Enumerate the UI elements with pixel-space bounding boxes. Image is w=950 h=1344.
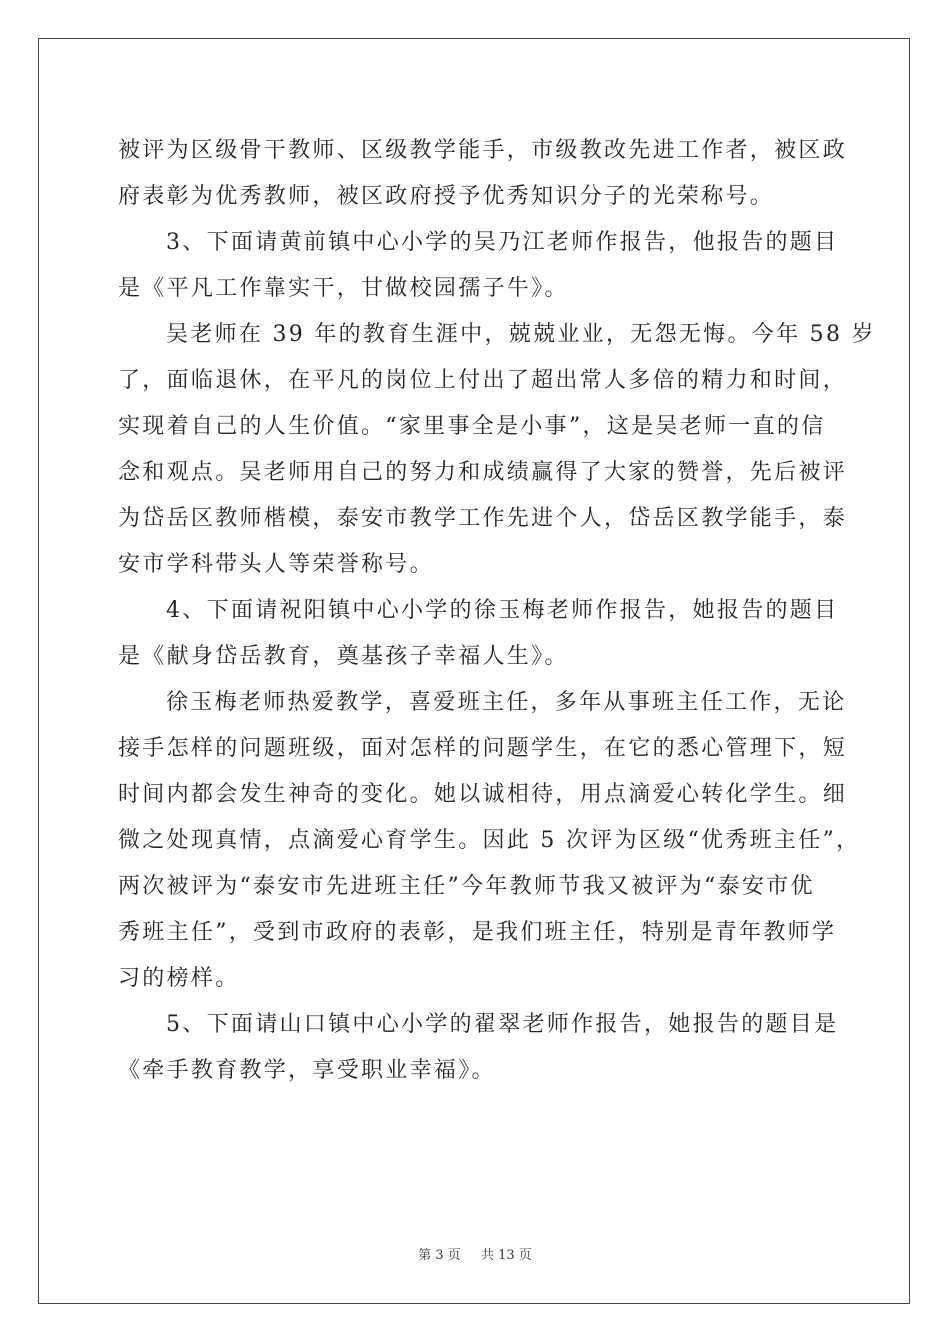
text-line: 徐玉梅老师热爱教学，喜爱班主任，多年从事班主任工作，无论	[166, 690, 847, 715]
text-line: 被评为区级骨干教师、区级教学能手，市级教改先进工作者，被区政	[118, 138, 848, 163]
paragraph	[118, 312, 876, 588]
text-line: 了，面临退休，在平凡的岗位上付出了超出常人多倍的精力和时间，	[118, 368, 848, 393]
text-line: 接手怎样的问题班级，面对怎样的问题学生，在它的悉心管理下，短	[118, 736, 848, 761]
text-line: 微之处现真情，点滴爱心育学生。因此 5 次评为区级“优秀班主任”，	[118, 828, 861, 853]
paragraph	[118, 1002, 838, 1094]
text-line: 秀班主任”，受到市政府的表彰，是我们班主任，特别是青年教师学	[118, 920, 837, 945]
page-footer	[0, 1244, 950, 1263]
text-line: 时间内都会发生神奇的变化。她以诚相待，用点滴爱心转化学生。细	[118, 782, 848, 807]
text-line: 两次被评为“泰安市先进班主任”今年教师节我又被评为“泰安市优	[118, 874, 815, 899]
page-total: 共 13 页	[480, 1248, 532, 1263]
paragraph	[118, 128, 848, 220]
text-line: 府表彰为优秀教师，被区政府授予优秀知识分子的光荣称号。	[118, 184, 775, 209]
text-line: 习的榜样。	[118, 966, 240, 991]
text-line: 为岱岳区教师楷模，泰安市教学工作先进个人，岱岳区教学能手，泰	[118, 506, 848, 531]
text-line: 念和观点。吴老师用自己的努力和成绩赢得了大家的赞誉，先后被评	[118, 460, 848, 485]
text-line: 实现着自己的人生价值。“家里事全是小事”，这是吴老师一直的信	[118, 414, 826, 439]
text-line: 4、下面请祝阳镇中心小学的徐玉梅老师作报告，她报告的题目	[166, 598, 839, 623]
paragraph	[118, 220, 838, 312]
text-line: 吴老师在 39 年的教育生涯中，兢兢业业，无怨无悔。今年 58 岁	[166, 322, 876, 347]
page-number: 第 3 页	[418, 1248, 461, 1263]
paragraph	[118, 588, 838, 680]
document-body	[118, 128, 876, 1094]
text-line: 安市学科带头人等荣誉称号。	[118, 552, 434, 577]
text-line: 《牵手教育教学，享受职业幸福》。	[118, 1058, 496, 1083]
text-line: 是《平凡工作靠实干，甘做校园孺子牛》。	[118, 276, 569, 301]
paragraph	[118, 680, 861, 1002]
text-line: 是《献身岱岳教育，奠基孩子幸福人生》。	[118, 644, 569, 669]
text-line: 5、下面请山口镇中心小学的翟翠老师作报告，她报告的题目是	[166, 1012, 839, 1037]
text-line: 3、下面请黄前镇中心小学的吴乃江老师作报告，他报告的题目	[166, 230, 839, 255]
